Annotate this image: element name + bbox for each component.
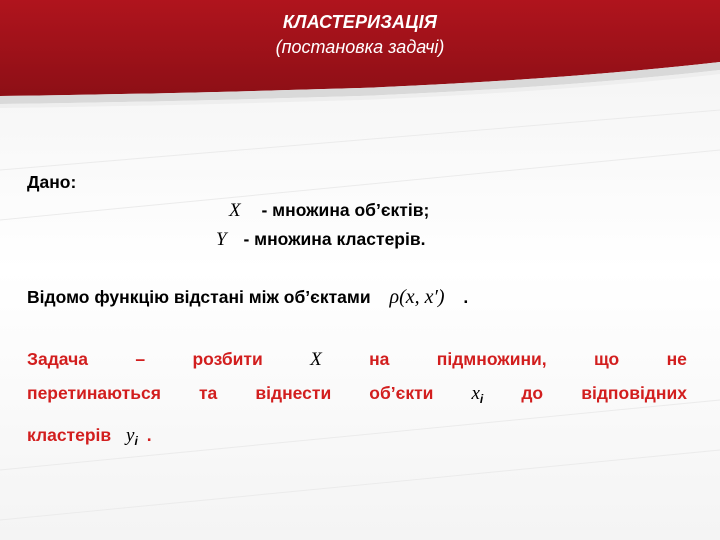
task-period: . [146, 425, 152, 445]
task-word: кластерів [27, 425, 112, 445]
given-set-y [216, 229, 425, 251]
task-word: відповідних [581, 383, 687, 403]
set-y-description: - множина кластерів. [243, 229, 426, 249]
task-word: на [369, 349, 390, 369]
distance-period: . [463, 287, 469, 307]
slide-subtitle: (постановка задачі) [275, 37, 445, 57]
slide-title: КЛАСТЕРИЗАЦІЯ [282, 12, 438, 32]
symbol-y-i: $y_i$ [126, 425, 138, 448]
symbol-x: X [310, 349, 322, 370]
set-x-description: - множина об’єктів; [261, 200, 430, 220]
task-word: віднести [255, 383, 332, 403]
task-word: та [198, 383, 218, 403]
task-word: – [135, 349, 146, 369]
distance-statement [27, 286, 468, 309]
given-set-x [229, 200, 429, 222]
given-colon: : [70, 172, 77, 192]
task-word: розбити [192, 349, 263, 369]
task-line-2 [27, 383, 687, 405]
symbol-y: Y [216, 229, 227, 250]
symbol-x: X [229, 200, 241, 221]
task-word: до [521, 383, 544, 403]
task-word: підмножини, [436, 349, 547, 369]
task-line-1 [27, 349, 687, 371]
task-word: не [666, 349, 687, 369]
distance-text: Відомо функцію відстані між об’єктами [27, 287, 371, 307]
distance-formula: ρ(x, x′) [389, 286, 445, 308]
task-word: що [594, 349, 620, 369]
task-word: Задача [27, 349, 88, 369]
given-label: Дано [27, 172, 71, 192]
task-word: перетинаються [27, 383, 161, 403]
task-line-3 [27, 425, 152, 447]
given-heading [27, 172, 76, 193]
task-word: об’єкти [369, 383, 434, 403]
symbol-x-i: $x_i$ [471, 383, 484, 406]
